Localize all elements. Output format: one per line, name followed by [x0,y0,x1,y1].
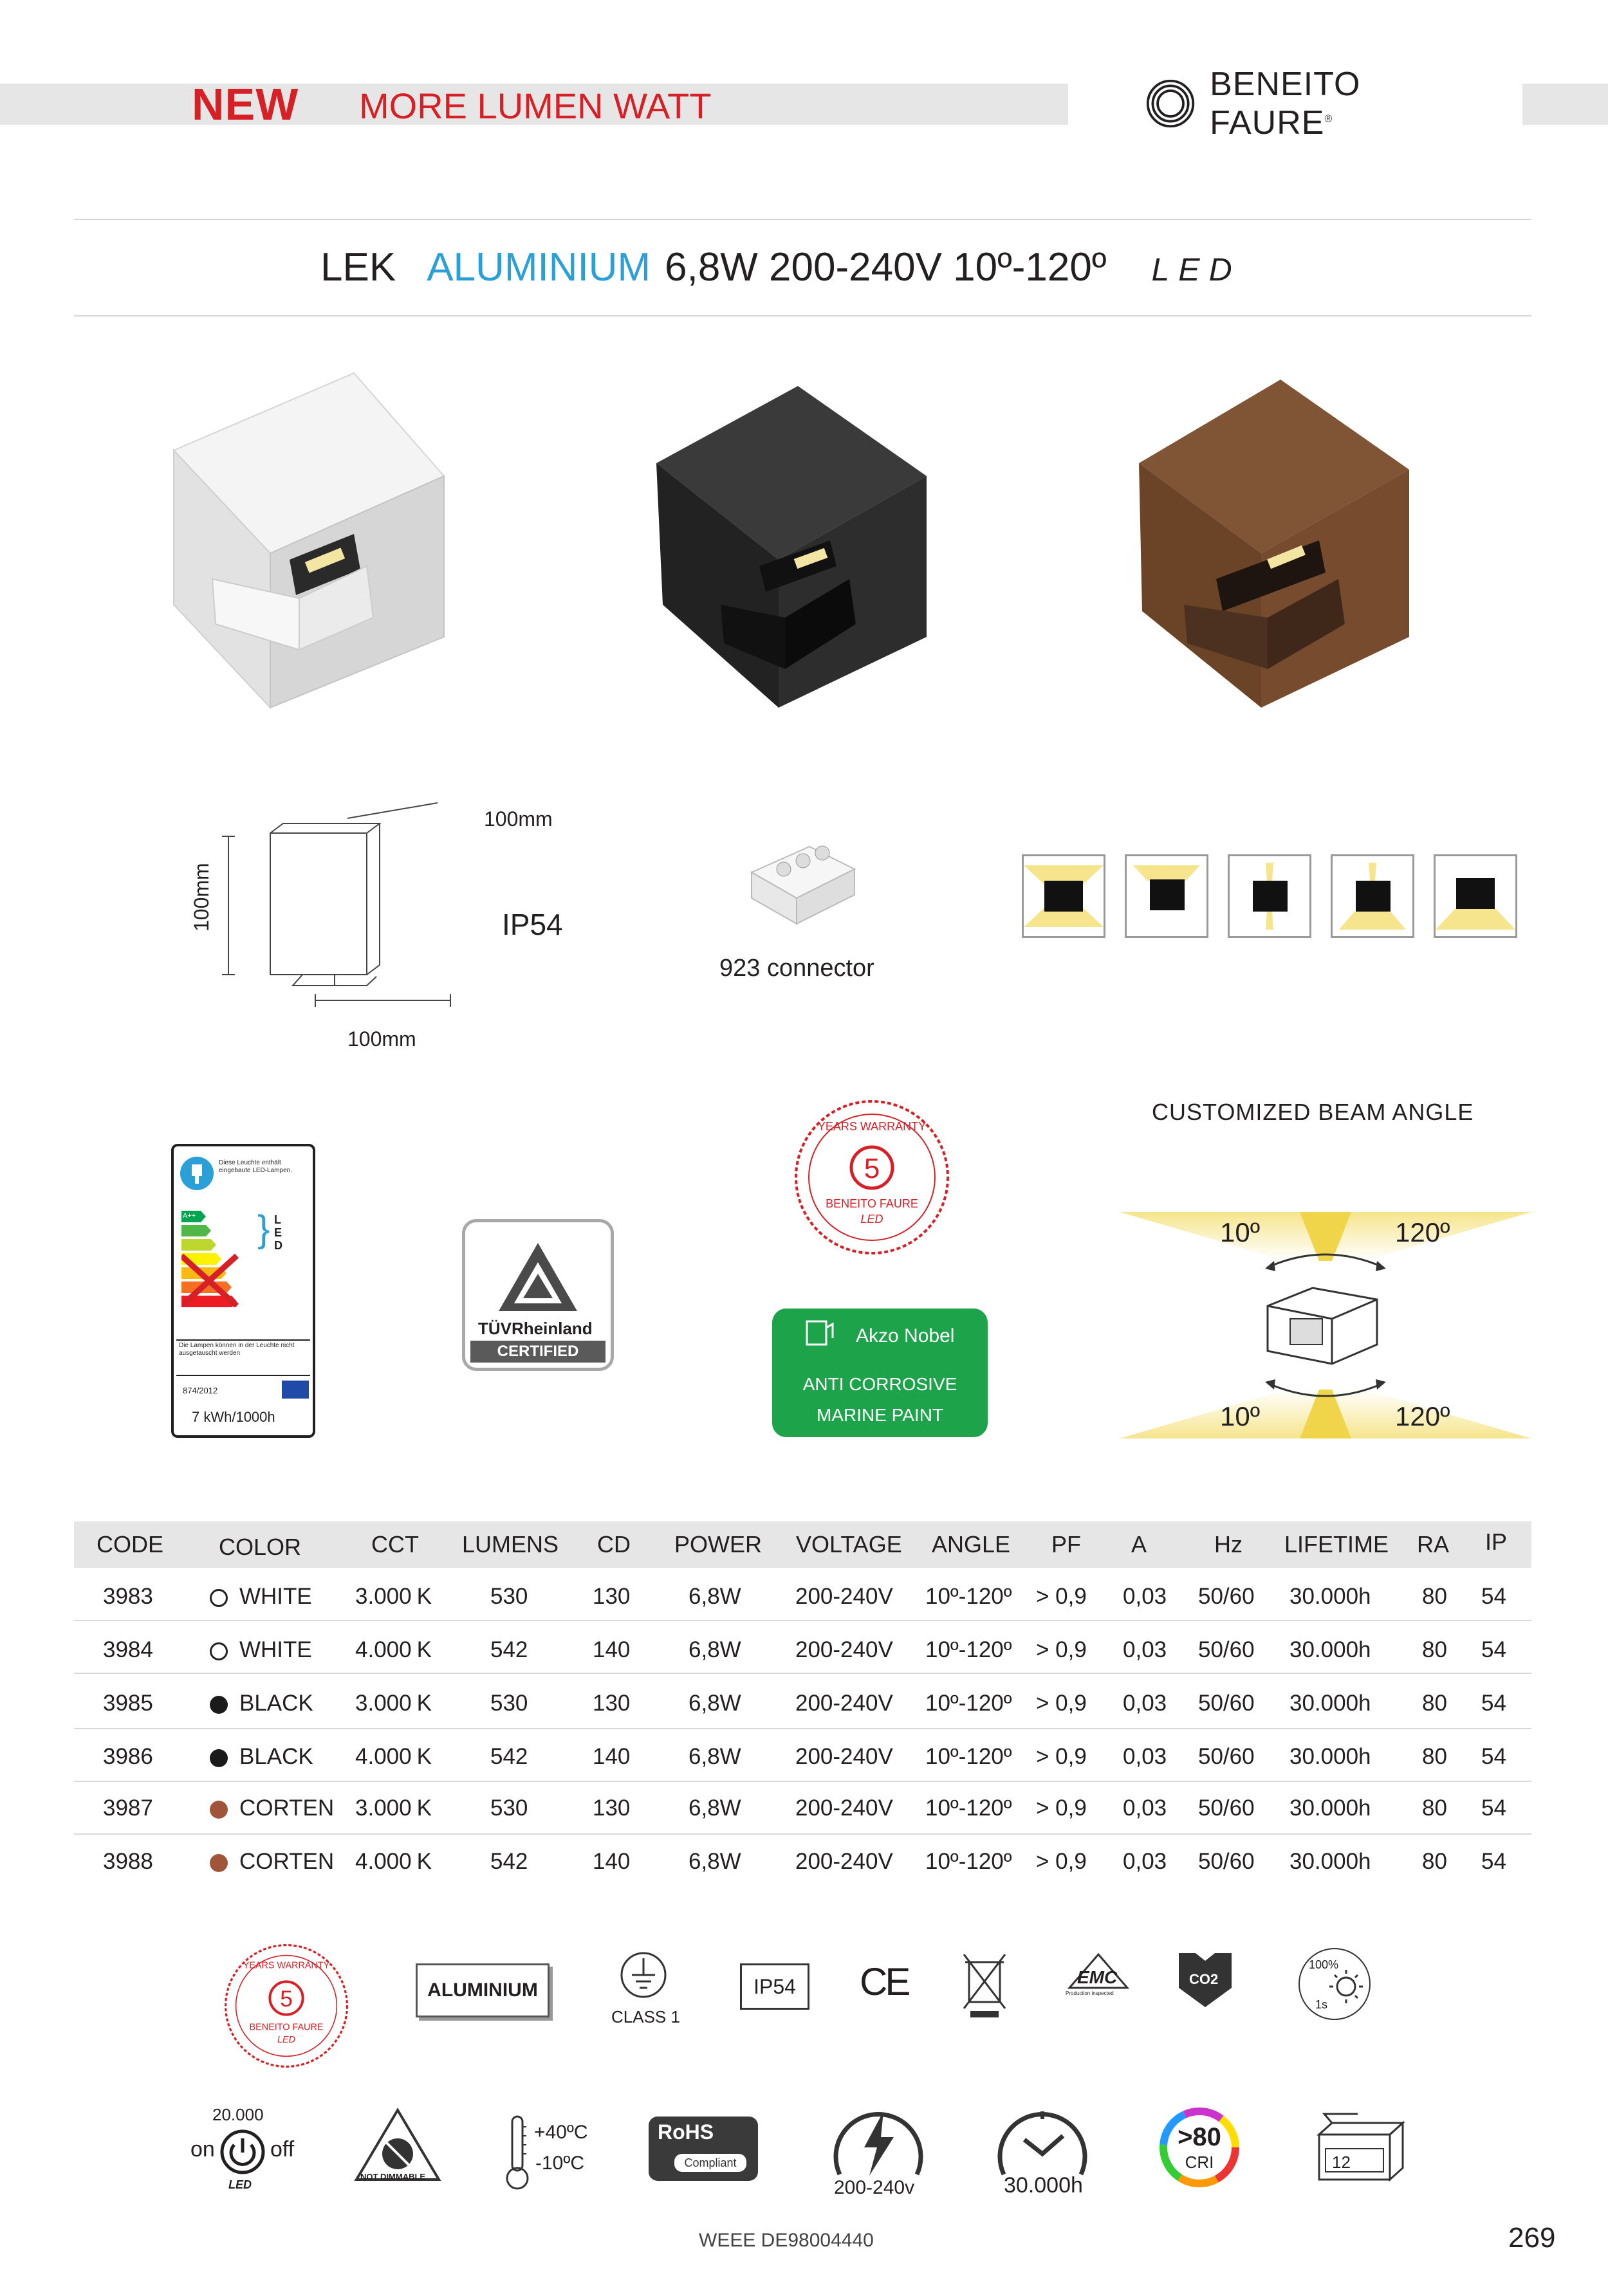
beam-pattern-1 [1022,854,1105,938]
th-power: POWER [674,1531,762,1557]
th-ra: RA [1417,1531,1450,1557]
cell-angle: 10º-120º [925,1849,1012,1874]
cell-ip: 54 [1481,1795,1506,1821]
product-title [320,244,1241,290]
cell-ra: 80 [1422,1637,1447,1662]
emc-icon [1063,1952,1134,1997]
cell-lifetime: 30.000h [1289,1795,1371,1821]
cell-power: 6,8W [688,1584,741,1609]
th-cct: CCT [371,1531,419,1557]
emc-text: EMC [1077,1967,1118,1987]
energy-label [171,1144,315,1438]
eu-flag-icon [282,1381,309,1399]
beam-pattern-4 [1331,854,1414,938]
color-swatch [210,1589,228,1607]
cell-hz: 50/60 [1198,1584,1255,1609]
cell-angle: 10º-120º [925,1691,1012,1716]
warranty-brand: BENEITO FAURE [826,1197,918,1210]
cell-pf: > 0,9 [1036,1795,1087,1821]
weee-number: WEEE DE98004440 [699,2230,874,2251]
cell-code: 3988 [103,1849,153,1874]
cell-ra: 80 [1422,1584,1447,1609]
cell-lumens: 530 [490,1584,528,1609]
color-swatch [210,1642,228,1660]
cell-lumens: 530 [490,1795,528,1821]
beam-bottom-wide: 120º [1395,1401,1450,1431]
cell-angle: 10º-120º [925,1584,1012,1609]
cell-voltage: 200-240V [795,1795,893,1821]
beam-top-narrow: 10º [1220,1217,1261,1247]
cell-color: WHITE [210,1584,312,1610]
warranty-small-brand: BENEITO FAURE [249,2022,324,2033]
cell-voltage: 200-240V [795,1849,893,1874]
akzo-line2: MARINE PAINT [816,1405,944,1425]
color-swatch [210,1696,228,1714]
cell-hz: 50/60 [1198,1691,1255,1716]
th-hz: Hz [1214,1531,1243,1557]
warranty-led: LED [860,1213,883,1226]
dim-height: 100mm [190,863,213,932]
akzo-figure-icon [804,1319,835,1347]
cell-voltage: 200-240V [795,1744,893,1769]
energy-regulation: 874/2012 [183,1386,218,1395]
cell-lumens: 542 [490,1744,528,1769]
co2-icon [1176,1951,1234,2008]
instant-on-icon [1296,1945,1373,2023]
cell-code: 3986 [103,1744,153,1769]
class1-label: CLASS 1 [611,2007,680,2026]
cell-pf: > 0,9 [1036,1849,1087,1874]
weee-bin-icon [959,1949,1010,2020]
new-label: NEW [192,79,299,129]
cell-code: 3987 [103,1795,153,1821]
th-code: CODE [97,1531,164,1557]
th-voltage: VOLTAGE [796,1531,902,1557]
brand-rings-icon [1145,77,1196,130]
cell-lumens: 542 [490,1849,528,1874]
cell-code: 3983 [103,1584,153,1609]
cell-lifetime: 30.000h [1289,1744,1371,1769]
cell-color: BLACK [210,1691,313,1716]
cell-a: 0,03 [1123,1691,1167,1716]
thermometer-icon [504,2114,530,2191]
product-image-corten [1126,347,1512,733]
cell-ra: 80 [1422,1691,1447,1716]
warranty-small-years: 5 [280,1986,293,2012]
tuv-certified-badge [462,1219,614,1371]
th-angle: ANGLE [932,1531,1011,1557]
tuv-certified: CERTIFIED [470,1341,605,1363]
energy-note: Die Lampen können in der Leuchte nicht ausgetauscht werden [179,1342,295,1357]
cell-cd: 140 [593,1637,631,1662]
instant-pct: 100% [1309,1958,1339,1971]
cell-a: 0,03 [1123,1637,1167,1662]
cell-power: 6,8W [688,1795,741,1821]
instant-sec: 1s [1315,1998,1328,2011]
warranty-seal-icon [791,1097,952,1258]
cell-lifetime: 30.000h [1289,1691,1371,1716]
cri-label: CRI [1185,2153,1214,2172]
cell-ra: 80 [1422,1744,1447,1769]
th-pf: PF [1051,1531,1082,1557]
cell-hz: 50/60 [1198,1849,1255,1874]
rohs-sub: Compliant [674,2154,746,2172]
class1-ground-icon [618,1949,669,2007]
temp-high: +40ºC [534,2122,588,2143]
led-bracket: } [257,1208,270,1250]
warranty-seal-small-icon [222,1942,351,2070]
connector-image [739,834,867,937]
cell-hz: 50/60 [1198,1795,1255,1821]
switch-on: on [190,2137,215,2162]
not-dimmable-icon [353,2106,443,2190]
lifetime-clock-icon [991,2104,1094,2181]
dim-width: 100mm [347,1027,416,1051]
aluminium-badge: ALUMINIUM [416,1963,550,2017]
cell-a: 0,03 [1123,1849,1167,1874]
ip54-badge: IP54 [740,1963,809,2010]
power-icon [219,2128,266,2176]
cell-lumens: 542 [490,1637,528,1662]
box-quantity: 12 [1332,2153,1351,2172]
cell-angle: 10º-120º [925,1795,1012,1821]
cell-pf: > 0,9 [1036,1637,1087,1662]
beam-pattern-5 [1434,854,1517,938]
table-row-divider [74,1781,1531,1782]
cell-pf: > 0,9 [1036,1744,1087,1769]
cell-power: 6,8W [688,1637,741,1662]
cell-color: BLACK [210,1744,313,1770]
warranty-small-led: LED [277,2034,295,2045]
cell-ip: 54 [1481,1637,1506,1662]
cell-cd: 130 [593,1691,631,1716]
not-dimmable-label: NOT DIMMABLE [360,2172,426,2181]
cell-hz: 50/60 [1198,1744,1255,1769]
cell-pf: > 0,9 [1036,1691,1087,1716]
cell-cd: 140 [593,1849,631,1874]
voltage-label: 200-240v [834,2177,915,2198]
emc-sub: Production inspected [1066,1990,1114,1996]
th-a: A [1131,1531,1147,1557]
cell-a: 0,03 [1123,1584,1167,1609]
table-row-divider [74,1620,1531,1621]
th-cd: CD [597,1531,631,1557]
brand-logo [1145,66,1480,142]
cell-ra: 80 [1422,1795,1447,1821]
warranty-text: YEARS WARRANTY [817,1120,927,1133]
cell-power: 6,8W [688,1744,741,1769]
beam-pattern-2 [1125,854,1208,938]
voltage-bolt-icon [827,2104,930,2181]
switch-led: LED [228,2178,252,2191]
cell-cct: 3.000 K [355,1795,432,1821]
ip-rating: IP54 [502,908,563,941]
warranty-years: 5 [864,1153,880,1184]
switch-off: off [270,2137,295,2162]
cell-cd: 130 [593,1584,631,1609]
akzo-brand: Akzo Nobel [856,1325,955,1346]
cell-color: WHITE [210,1637,312,1663]
dimension-drawing [187,798,470,1042]
co2-text: CO2 [1189,1971,1219,1987]
switch-cycles: 20.000 [212,2105,264,2124]
cell-code: 3985 [103,1691,153,1716]
cell-code: 3984 [103,1637,153,1662]
cell-lumens: 530 [490,1691,528,1716]
product-image-white [161,347,547,733]
lamp-icon [179,1155,215,1191]
box-quantity-icon [1313,2113,1409,2183]
beam-angle-diagram [1120,1209,1531,1441]
title-rule-bottom [74,315,1531,317]
cell-cd: 140 [593,1744,631,1769]
table-row-divider [74,1673,1531,1674]
cell-cct: 3.000 K [355,1584,432,1609]
cell-ip: 54 [1481,1691,1506,1716]
cell-cd: 130 [593,1795,631,1821]
cell-cct: 3.000 K [355,1691,432,1716]
material-name: ALUMINIUM [427,245,651,289]
warranty-small-text: YEARS WARRANTY [243,1960,330,1971]
cell-ip: 54 [1481,1584,1506,1609]
cell-voltage: 200-240V [795,1584,893,1609]
beam-angle-title: CUSTOMIZED BEAM ANGLE [1152,1099,1474,1125]
table-row-divider [74,1728,1531,1729]
cell-angle: 10º-120º [925,1637,1012,1662]
cri-value: >80 [1178,2123,1221,2151]
th-lumens: LUMENS [462,1531,559,1557]
cell-ip: 54 [1481,1744,1506,1769]
table-row-divider [74,1833,1531,1835]
energy-class-top: A++ [183,1212,196,1220]
lifetime-label: 30.000h [1004,2173,1083,2198]
product-image-black [643,347,1030,733]
color-swatch [210,1854,228,1872]
model-name: LEK [320,245,396,289]
header-bar-right [1522,84,1608,125]
color-swatch [210,1749,228,1767]
th-lifetime: LIFETIME [1284,1531,1389,1557]
beam-pattern-3 [1228,854,1311,938]
led-letters: L E D [274,1213,282,1252]
cell-color: CORTEN [210,1849,334,1875]
cell-pf: > 0,9 [1036,1584,1087,1609]
tuv-name: TÜVRheinland [478,1319,593,1338]
cri-icon [1158,2106,1241,2189]
cell-power: 6,8W [688,1691,741,1716]
beam-top-wide: 120º [1395,1217,1450,1247]
energy-class-bars [181,1211,259,1307]
cell-ip: 54 [1481,1849,1506,1874]
akzo-line1: ANTI CORROSIVE [802,1374,957,1394]
ce-mark-icon: CE [860,1960,909,2003]
th-color: COLOR [219,1534,302,1560]
rohs-badge [649,2117,758,2181]
cell-hz: 50/60 [1198,1637,1255,1662]
color-swatch [210,1801,228,1819]
cell-a: 0,03 [1123,1795,1167,1821]
cell-voltage: 200-240V [795,1691,893,1716]
cell-angle: 10º-120º [925,1744,1012,1769]
page-number: 269 [1508,2222,1556,2254]
cell-color: CORTEN [210,1795,334,1821]
tuv-triangle-icon [495,1239,581,1315]
dim-depth: 100mm [484,807,553,831]
cell-ra: 80 [1422,1849,1447,1874]
header-subtitle: MORE LUMEN WATT [359,86,712,126]
cell-cct: 4.000 K [355,1744,432,1769]
th-ip: IP [1485,1529,1508,1555]
cell-power: 6,8W [688,1849,741,1874]
title-specs: 6,8W 200-240V 10º-120º [665,245,1107,289]
cell-voltage: 200-240V [795,1637,893,1662]
cell-a: 0,03 [1123,1744,1167,1769]
cell-lifetime: 30.000h [1289,1849,1371,1874]
rohs-text: RoHS [658,2120,714,2144]
connector-label: 923 connector [719,955,874,982]
title-rule-top [74,219,1531,220]
temp-low: -10ºC [535,2153,584,2174]
cell-lifetime: 30.000h [1289,1584,1371,1609]
beam-bottom-narrow: 10º [1220,1401,1261,1431]
akzo-nobel-badge [772,1309,988,1437]
energy-consumption: 7 kWh/1000h [192,1409,275,1425]
led-logo: LED [1151,252,1241,288]
energy-intro: Diese Leuchte enthält eingebaute LED-Lampen. [219,1159,292,1174]
cell-lifetime: 30.000h [1289,1637,1371,1662]
brand-name: BENEITO FAURE® [1210,66,1361,142]
cell-cct: 4.000 K [355,1637,432,1662]
cell-cct: 4.000 K [355,1849,432,1874]
